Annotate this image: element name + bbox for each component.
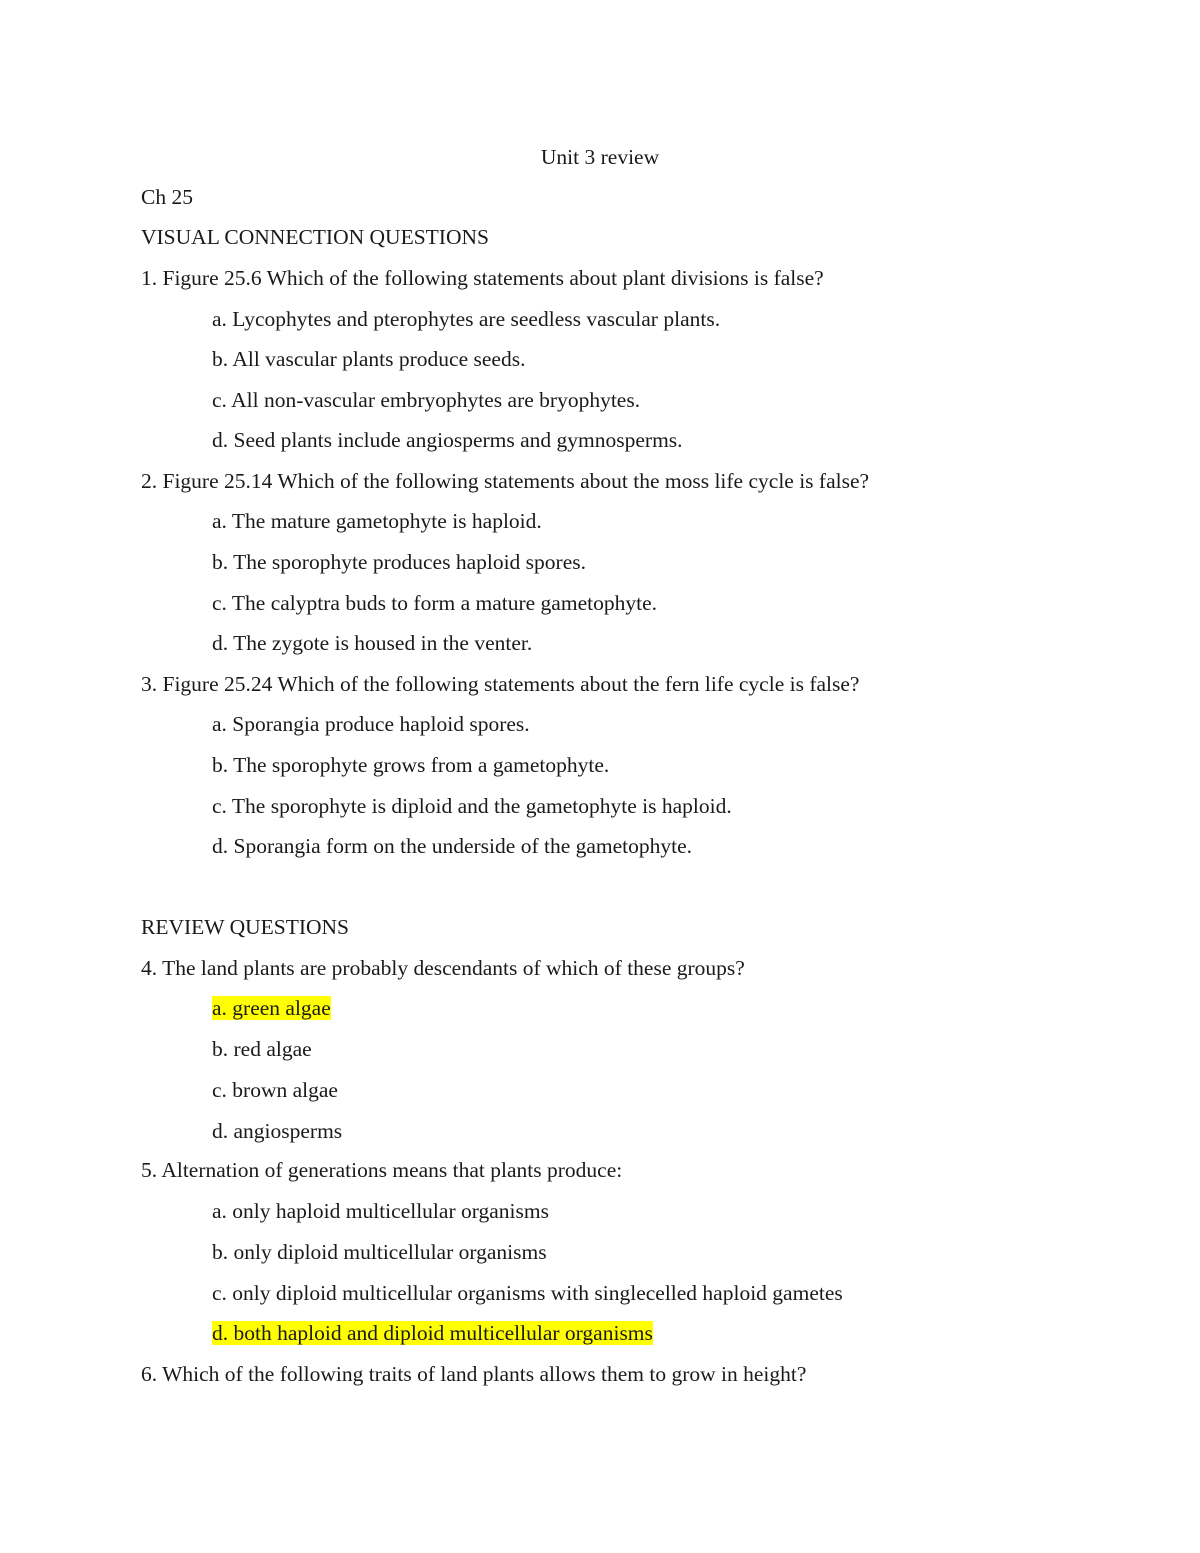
question-2-option-a: a. The mature gametophyte is haploid. bbox=[212, 509, 542, 533]
question-5-option-a: a. only haploid multicellular organisms bbox=[212, 1199, 549, 1223]
question-1-option-d: d. Seed plants include angiosperms and gymnosperms. bbox=[212, 428, 683, 452]
question-4-option-c: c. brown algae bbox=[212, 1078, 338, 1102]
question-5: 5. Alternation of generations means that plants produce: bbox=[141, 1158, 623, 1182]
question-1: 1. Figure 25.6 Which of the following statements about plant divisions is false? bbox=[141, 266, 824, 290]
section-heading-review: REVIEW QUESTIONS bbox=[141, 915, 350, 939]
question-5-option-d bbox=[212, 1319, 653, 1347]
question-6: 6. Which of the following traits of land plants allows them to grow in height? bbox=[141, 1362, 807, 1386]
highlighted-answer: a. green algae bbox=[212, 996, 331, 1020]
question-3-option-a: a. Sporangia produce haploid spores. bbox=[212, 712, 530, 736]
question-2-option-d: d. The zygote is housed in the venter. bbox=[212, 631, 533, 655]
question-2-option-b: b. The sporophyte produces haploid spores. bbox=[212, 550, 586, 574]
highlighted-answer: d. both haploid and diploid multicellular organisms bbox=[212, 1321, 653, 1345]
section-heading-visual: VISUAL CONNECTION QUESTIONS bbox=[141, 225, 489, 249]
page-title: Unit 3 review bbox=[540, 145, 660, 169]
question-1-option-b: b. All vascular plants produce seeds. bbox=[212, 347, 526, 371]
question-3-option-b: b. The sporophyte grows from a gametophyte. bbox=[212, 753, 610, 777]
question-2-option-c: c. The calyptra buds to form a mature gametophyte. bbox=[212, 591, 657, 615]
question-1-option-a: a. Lycophytes and pterophytes are seedless vascular plants. bbox=[212, 307, 721, 331]
chapter-heading: Ch 25 bbox=[141, 185, 193, 209]
question-3-option-d: d. Sporangia form on the underside of the gametophyte. bbox=[212, 834, 693, 858]
question-4: 4. The land plants are probably descendants of which of these groups? bbox=[141, 956, 745, 980]
question-1-option-c: c. All non-vascular embryophytes are bryophytes. bbox=[212, 388, 641, 412]
question-4-option-d: d. angiosperms bbox=[212, 1119, 343, 1143]
question-3-option-c: c. The sporophyte is diploid and the gametophyte is haploid. bbox=[212, 794, 732, 818]
question-5-option-c: c. only diploid multicellular organisms with singlecelled haploid gametes bbox=[212, 1281, 843, 1305]
question-3: 3. Figure 25.24 Which of the following statements about the fern life cycle is false? bbox=[141, 672, 860, 696]
question-5-option-b: b. only diploid multicellular organisms bbox=[212, 1240, 547, 1264]
question-4-option-a bbox=[212, 994, 331, 1022]
question-4-option-b: b. red algae bbox=[212, 1037, 312, 1061]
question-2: 2. Figure 25.14 Which of the following statements about the moss life cycle is false? bbox=[141, 469, 870, 493]
